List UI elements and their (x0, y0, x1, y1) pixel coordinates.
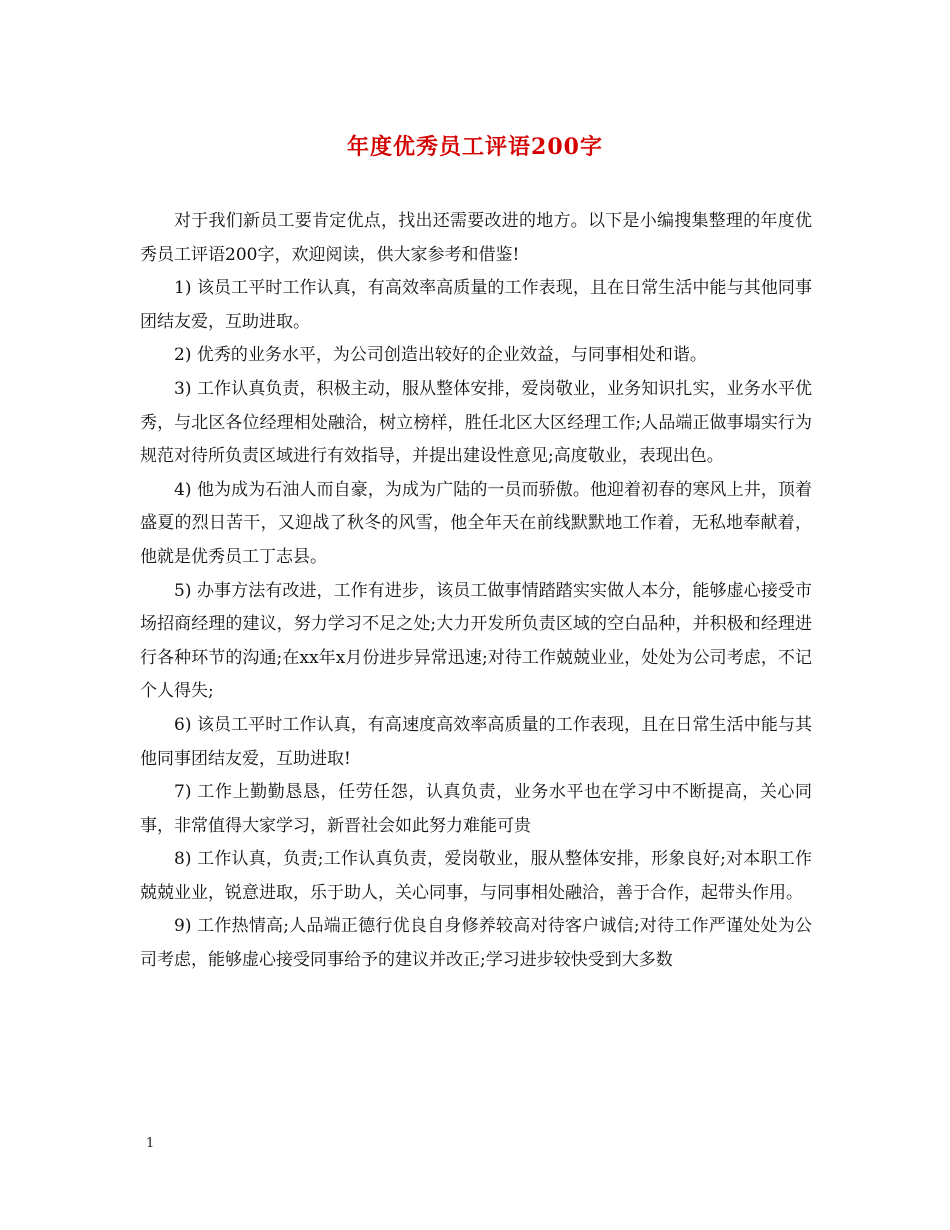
document-body (140, 205, 812, 978)
document-title: 年度优秀员工评语200字 (347, 134, 603, 160)
comment-item-8: 8) 工作认真，负责;工作认真负责，爱岗敬业，服从整体安排，形象良好;对本职工作兢兢业业，锐意进取，乐于助人，关心同事，与同事相处融洽，善于合作，起带头作用。 (140, 849, 812, 903)
comment-item-5: 5) 办事方法有改进，工作有进步，该员工做事情踏踏实实做人本分，能够虚心接受市场招商经理的建议，努力学习不足之处;大力开发所负责区域的空白品种，并积极和经理进行各种环节的沟通;在xx年x月份进步异常迅速;对待工作兢兢业业，处处为公司考虑，不记个人得失; (140, 580, 812, 702)
comment-item-7: 7) 工作上勤勤恳恳，任劳任怨，认真负责，业务水平也在学习中不断提高，关心同事，非常值得大家学习，新晋社会如此努力难能可贵 (140, 782, 812, 836)
comment-item-2: 2) 优秀的业务水平，为公司创造出较好的企业效益，与同事相处和谐。 (174, 345, 707, 366)
comment-item-9: 9) 工作热情高;人品端正德行优良自身修养较高对待客户诚信;对待工作严谨处处为公司考虑，能够虚心接受同事给予的建议并改正;学习进步较快受到大多数 (140, 916, 812, 971)
page-number: 1 (146, 1136, 155, 1151)
comment-item-1: 1) 该员工平时工作认真，有高效率高质量的工作表现，且在日常生活中能与其他同事团结友爱，互助进取。 (140, 278, 812, 332)
comment-item-6: 6) 该员工平时工作认真，有高速度高效率高质量的工作表现，且在日常生活中能与其他同事团结友爱，互助进取! (140, 714, 812, 769)
intro-paragraph: 对于我们新员工要肯定优点，找出还需要改进的地方。以下是小编搜集整理的年度优秀员工评语200字，欢迎阅读，供大家参考和借鉴! (140, 211, 812, 265)
comment-item-4: 4) 他为成为石油人而自豪，为成为广陆的一员而骄傲。他迎着初春的寒风上井，顶着盛夏的烈日苦干，又迎战了秋冬的风雪，他全年天在前线默默地工作着，无私地奉献着，他就是优秀员工丁志县。 (140, 479, 812, 567)
comment-item-3: 3) 工作认真负责，积极主动，服从整体安排，爱岗敬业，业务知识扎实，业务水平优秀，与北区各位经理相处融洽，树立榜样，胜任北区大区经理工作;人品端正做事塌实行为规范对待所负责区域进行有效指导，并提出建设性意见;高度敬业，表现出色。 (140, 378, 812, 467)
